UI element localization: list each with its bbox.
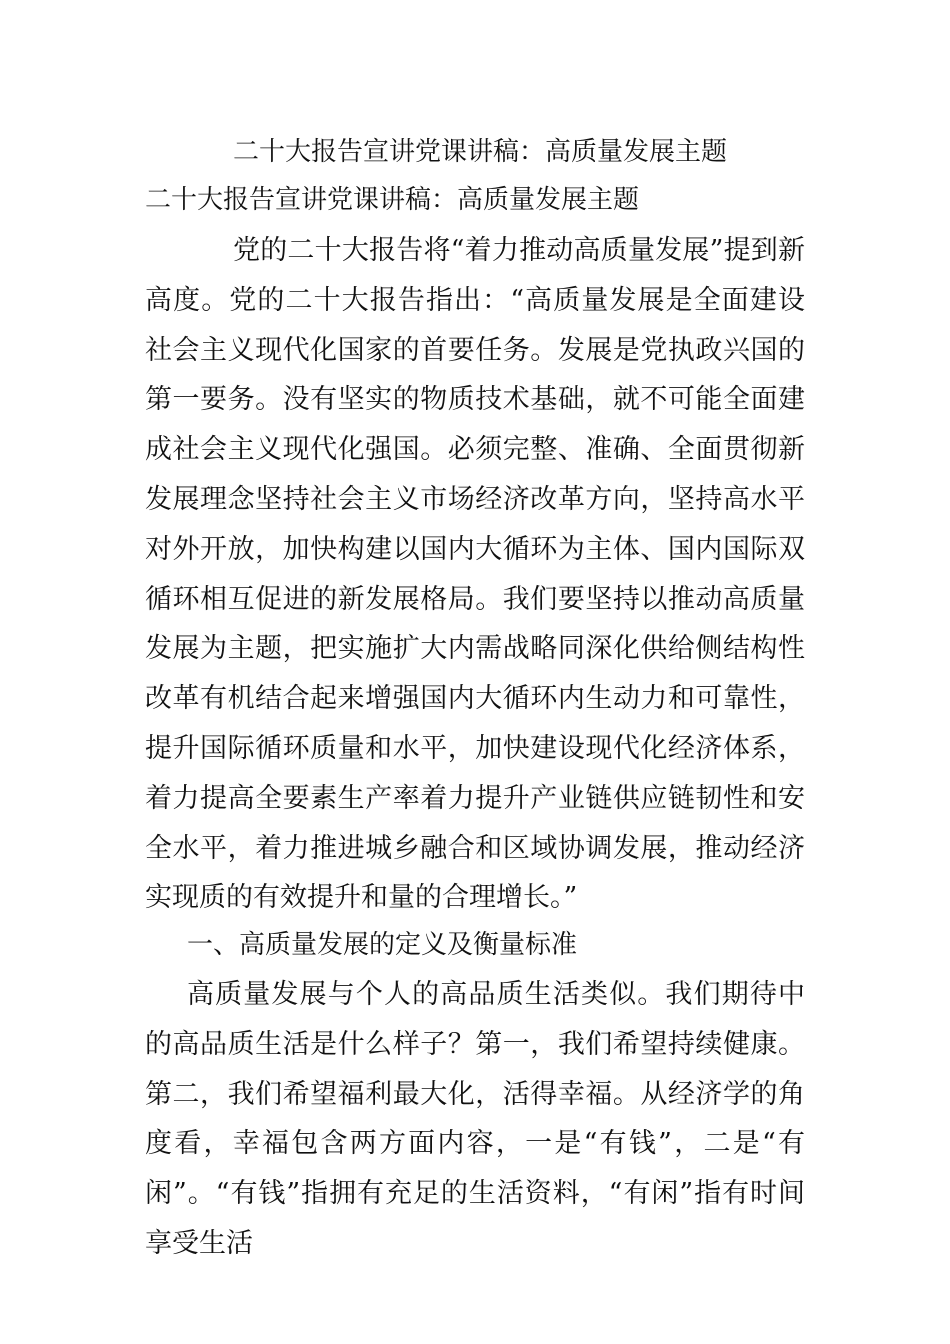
paragraph: 高质量发展与个人的高品质生活类似。我们期待中的高品质生活是什么样子？第一，我们希望持续健康。第二，我们希望福利最大化，活得幸福。从经济学的角度看，幸福包含两方面内容，一是“有钱”，二是“有闲”。“有钱”指拥有充足的生活资料，“有闲”指有时间享受生活 [145, 979, 805, 1259]
section-heading: 一、高质量发展的定义及衡量标准 [187, 930, 578, 960]
document-subtitle: 二十大报告宣讲党课讲稿：高质量发展主题 [145, 185, 640, 215]
document-title: 二十大报告宣讲党课讲稿：高质量发展主题 [233, 137, 728, 167]
paragraph: 党的二十大报告将“着力推动高质量发展”提到新高度。党的二十大报告指出：“高质量发展是全面建设社会主义现代化国家的首要任务。发展是党执政兴国的第一要务。没有坚实的物质技术基础，就不可能全面建成社会主义现代化强国。必须完整、准确、全面贯彻新发展理念坚持社会主义市场经济改革方向，坚持高水平对外开放，加快构建以国内大循环为主体、国内国际双循环相互促进的新发展格局。我们要坚持以推动高质量发展为主题，把实施扩大内需战略同深化供给侧结构性改革有机结合起来增强国内大循环内生动力和可靠性，提升国际循环质量和水平，加快建设现代化经济体系，着力提高全要素生产率着力提升产业链供应链韧性和安全水平，着力推进城乡融合和区域协调发展，推动经济实现质的有效提升和量的合理增长。” [145, 235, 805, 914]
